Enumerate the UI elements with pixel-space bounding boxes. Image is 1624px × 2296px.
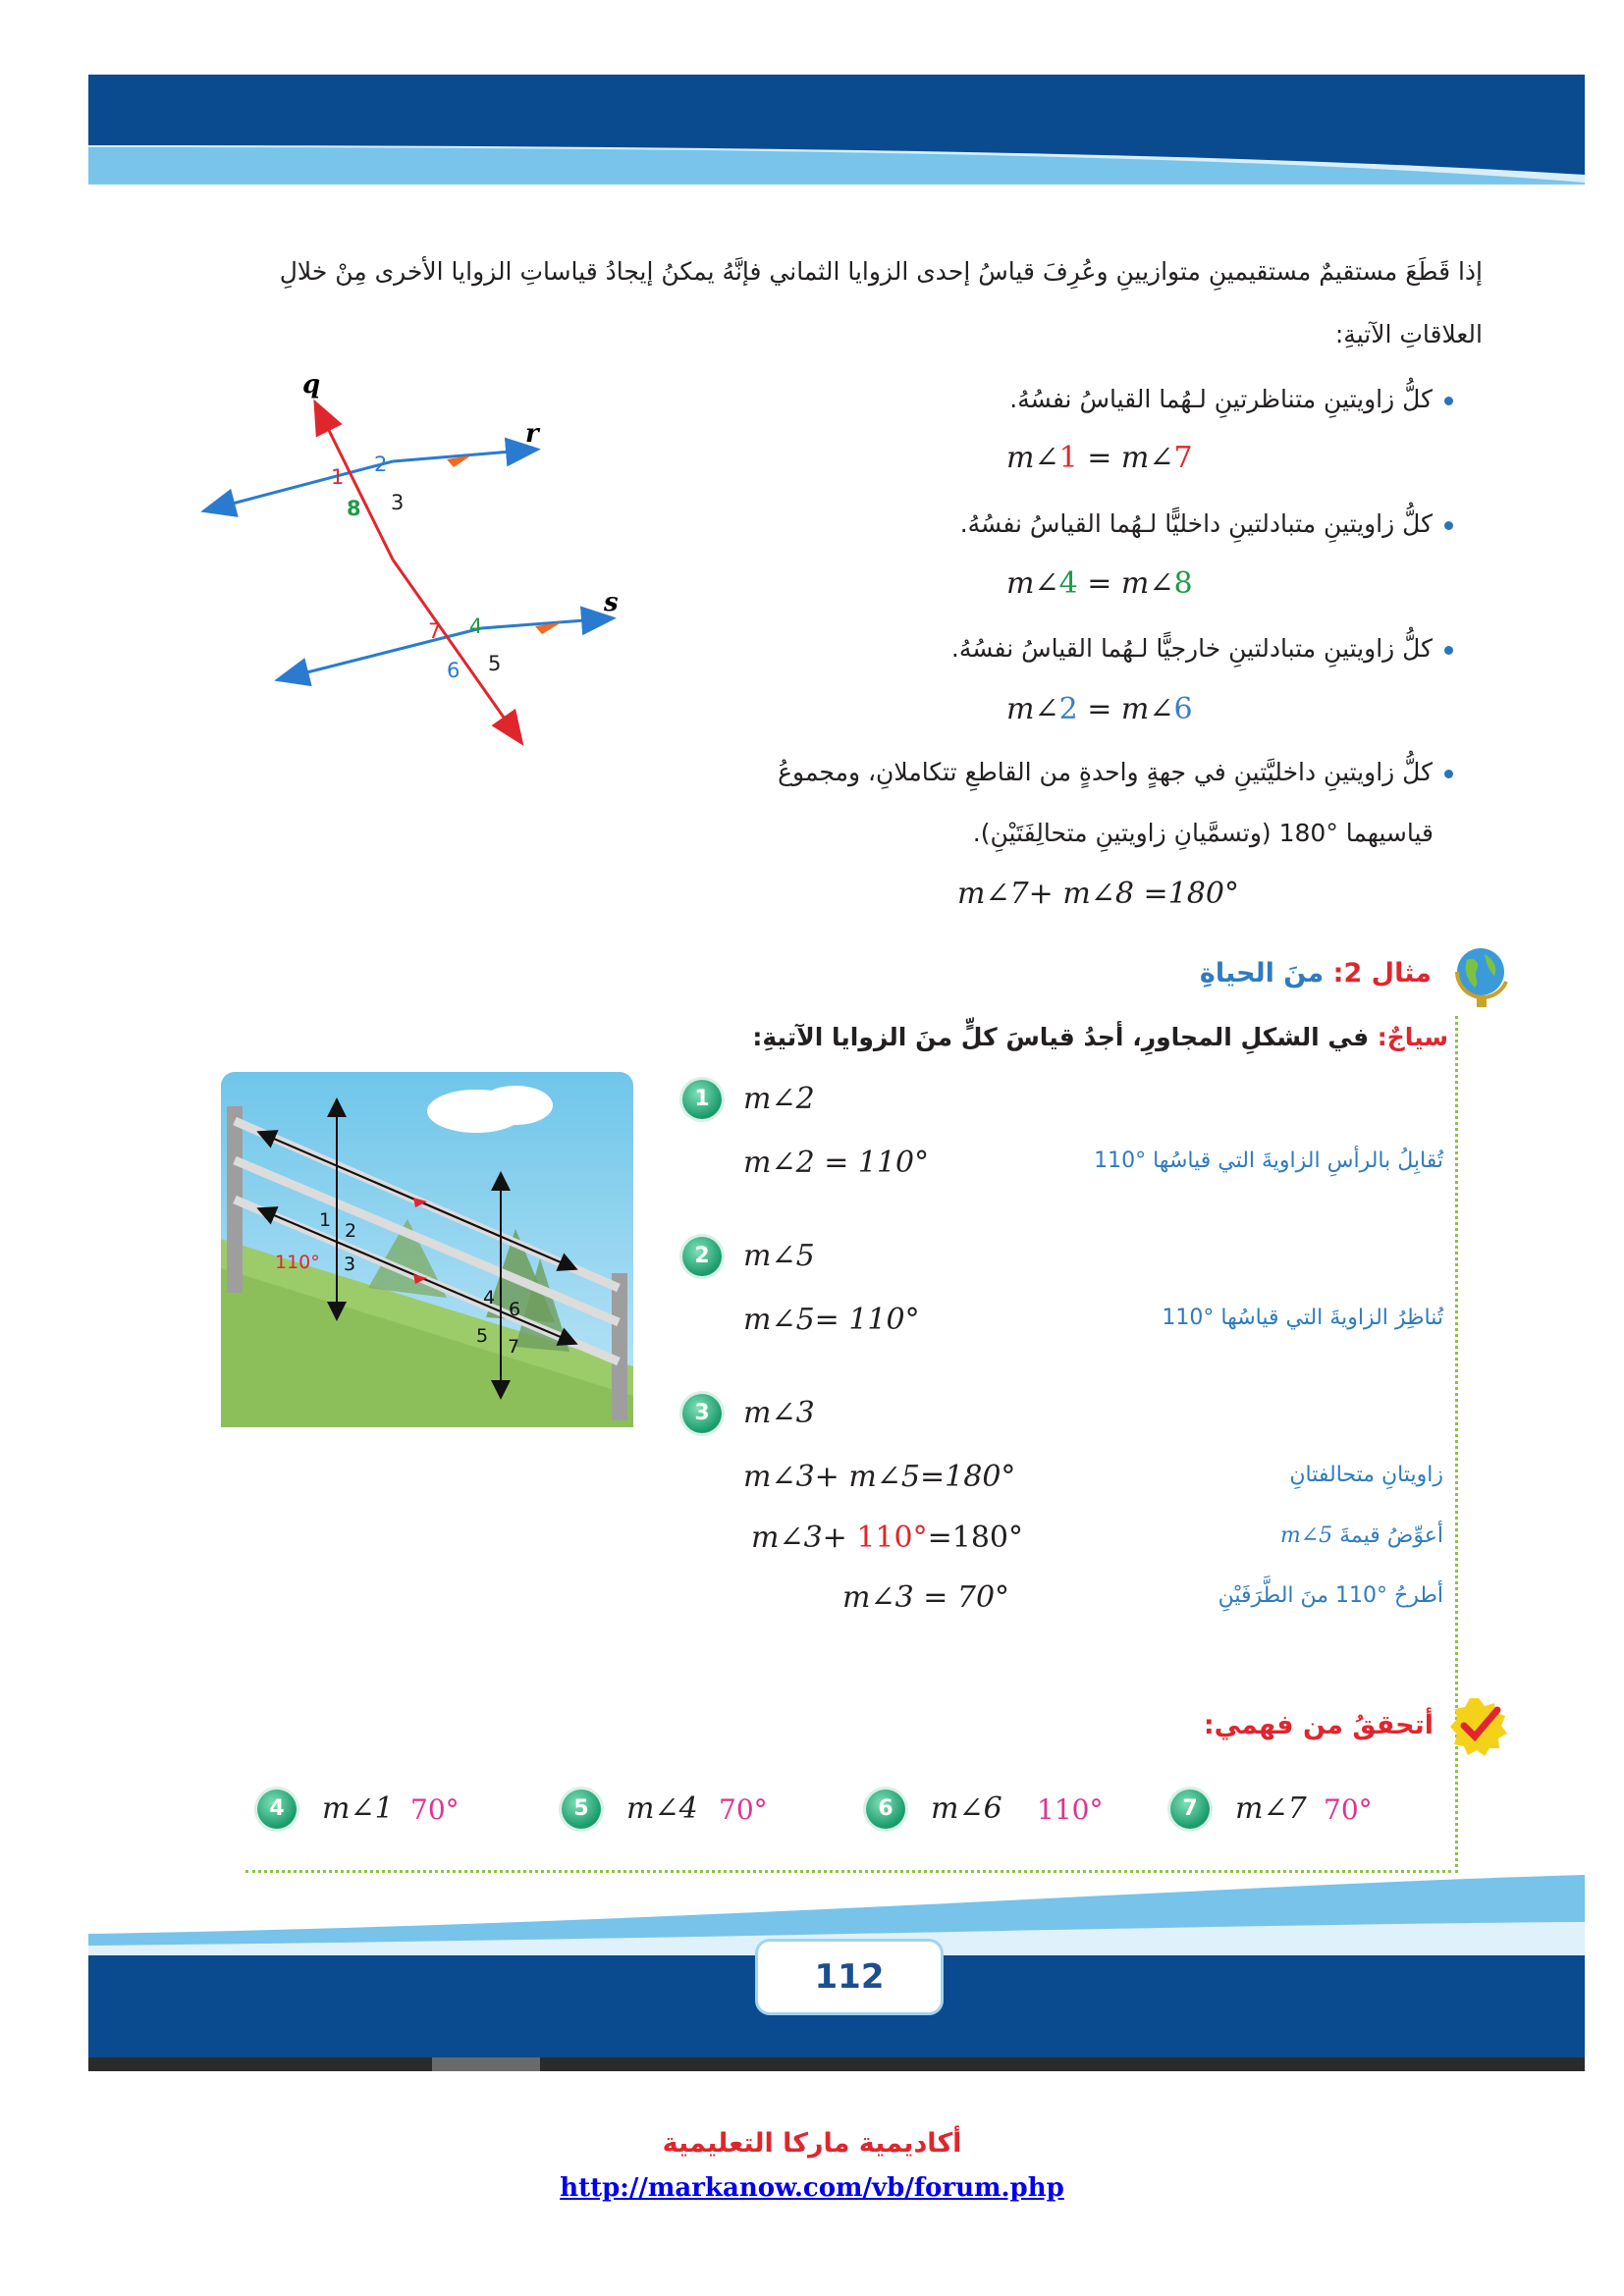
fence-angle-6: 6 [509,1299,521,1320]
rule-equation-1: m∠1 = m∠7 [1006,441,1193,475]
label-q: q [302,370,321,400]
example-title [1080,958,1432,988]
part-1-badge: 1 [682,1080,722,1119]
page-number: 112 [814,1957,885,1997]
angle-2: 2 [374,453,388,476]
fence-picture [221,1072,633,1427]
angle-6: 6 [447,659,460,682]
angle-8: 8 [347,497,361,520]
check-7-badge: 7 [1170,1789,1210,1829]
rule-alt-interior [687,509,1453,538]
line-q [393,560,520,741]
part-3-reason-2 [1129,1523,1443,1548]
fence-angle-7: 7 [508,1336,520,1358]
rule-alt-exterior [687,634,1453,663]
rule-equation-4: m∠7+ m∠8 =180° [957,877,1239,911]
angle-5: 5 [488,652,502,675]
check-6-answer: 110° [1037,1793,1104,1826]
part-2-label: m∠5 [743,1239,815,1273]
bullet-icon [1444,770,1453,778]
part-3-step-3: m∠3 = 70° [842,1580,1010,1615]
fence-angle-given: 110° [275,1252,320,1273]
check-badge-icon [1448,1696,1509,1757]
check-title: أتحققُ من فهمي: [1203,1710,1434,1740]
rule-text: كلُّ زاويتينِ متبادلتينِ داخليًّا لـهُما القياسُ نفسُهُ. [959,509,1433,538]
angle-1: 1 [331,465,345,489]
check-6-label: m∠6 [931,1791,1002,1826]
angle-ref: 8 [1173,566,1193,601]
step-2-left: m∠3+ [751,1521,857,1555]
rule-text: كلُّ زاويتينِ متبادلتينِ خارجيًّا لـهُما القياسُ نفسُهُ. [950,634,1433,663]
rule-consecutive-interior [687,758,1453,786]
part-3-step-2 [751,1521,1023,1555]
footer-link[interactable]: http://markanow.com/vb/forum.php [560,2173,1064,2203]
label-s: s [604,588,619,617]
angle-ref: 7 [1173,441,1193,475]
check-5-badge: 5 [562,1789,601,1829]
check-7-label: m∠7 [1235,1791,1307,1826]
page-number-box [758,1942,941,2012]
bullet-icon [1444,521,1453,530]
part-1-label: m∠2 [743,1082,815,1116]
angle-ref: 6 [1173,692,1193,726]
part-2-work: m∠5= 110° [743,1303,920,1337]
prompt-text: في الشكلِ المجاورِ، أجدُ قياسَ كلٍّ منَ الزوايا الآتيةِ: [752,1023,1370,1051]
rule-equation-3: m∠2 = m∠6 [1006,692,1193,726]
step-2-right: =180° [927,1521,1024,1555]
angle-ref: 1 [1058,441,1078,475]
example-prompt [687,1023,1448,1051]
part-1-reason: تُقابِلُ بالرأسِ الزاويةَ التي قياسُها °110 [1094,1148,1443,1173]
check-5-answer: 70° [719,1793,768,1826]
part-3-reason-1: زاويتانِ متحالفتانِ [1289,1463,1443,1487]
angle-ref: 4 [1058,566,1078,601]
part-2-reason: تُناظِرُ الزاويةَ التي قياسُها °110 [1162,1306,1443,1330]
fence-angle-4: 4 [483,1287,496,1308]
globe-icon [1451,942,1514,1011]
bullet-icon [1444,646,1453,655]
check-6-badge: 6 [866,1789,905,1829]
step-2-value: 110° [856,1521,928,1555]
part-3-step-1: m∠3+ m∠5=180° [743,1460,1016,1494]
part-3-reason-3: أطرحُ °110 منَ الطَّرَفَيْنِ [1218,1583,1443,1608]
fence-angle-3: 3 [344,1254,356,1275]
part-1-work: m∠2 = 110° [743,1146,930,1180]
fence-angle-5: 5 [476,1325,489,1347]
part-3-badge: 3 [682,1394,722,1433]
intro-line-2: العلاقاتِ الآتيةِ: [1334,320,1483,348]
part-2-badge: 2 [682,1237,722,1276]
rule-consecutive-interior-2: قياسيهما °180 (وتسمَّيانِ زاويتينِ متحالِفَتَيْنِ). [972,819,1434,847]
angle-3: 3 [391,491,405,514]
fence-angle-1: 1 [319,1209,332,1231]
reason-2-angle: m∠5 [1279,1523,1333,1548]
bullet-icon [1444,397,1453,405]
fence-angle-2: 2 [345,1220,357,1242]
header-banner [0,0,1624,196]
reason-2-text: أعوِّضُ قيمةَ [1339,1523,1443,1548]
check-5-label: m∠4 [626,1791,698,1826]
rule-text: كلُّ زاويتينِ متناظرتينِ لـهُما القياسُ نفسُهُ. [1009,385,1433,413]
footer-org: أكاديمية ماركا التعليمية [662,2128,962,2159]
intro-line-1: إذا قَطَعَ مستقيمٌ مستقيمينِ متوازيينِ وعُرِفَ قياسُ إحدى الزوايا الثماني فإنَّهُ يمكنُ إيجادُ قياساتِ الزوايا الأخرى مِنْ خلالِ [279,257,1483,286]
part-3-label: m∠3 [743,1396,815,1430]
rule-text: كلُّ زاويتينِ داخليَّتينِ في جهةٍ واحدةٍ من القاطعِ تتكاملانِ، ومجموعُ [778,758,1433,786]
example-number: مثال 2: [1332,958,1432,988]
check-4-label: m∠1 [322,1791,394,1826]
angle-ref: 2 [1058,692,1078,726]
check-4-badge: 4 [257,1789,297,1829]
rule-corresponding [687,385,1453,413]
label-r: r [525,419,539,449]
angle-4: 4 [469,614,483,638]
example-topic: منَ الحياةِ [1199,958,1325,988]
rule-equation-2: m∠4 = m∠8 [1006,566,1193,601]
transversal-diagram [196,363,638,756]
prompt-key: سياجٌ: [1377,1023,1448,1051]
line-q [316,404,393,560]
angle-7: 7 [428,619,442,643]
check-7-answer: 70° [1324,1793,1373,1826]
check-4-answer: 70° [410,1793,460,1826]
